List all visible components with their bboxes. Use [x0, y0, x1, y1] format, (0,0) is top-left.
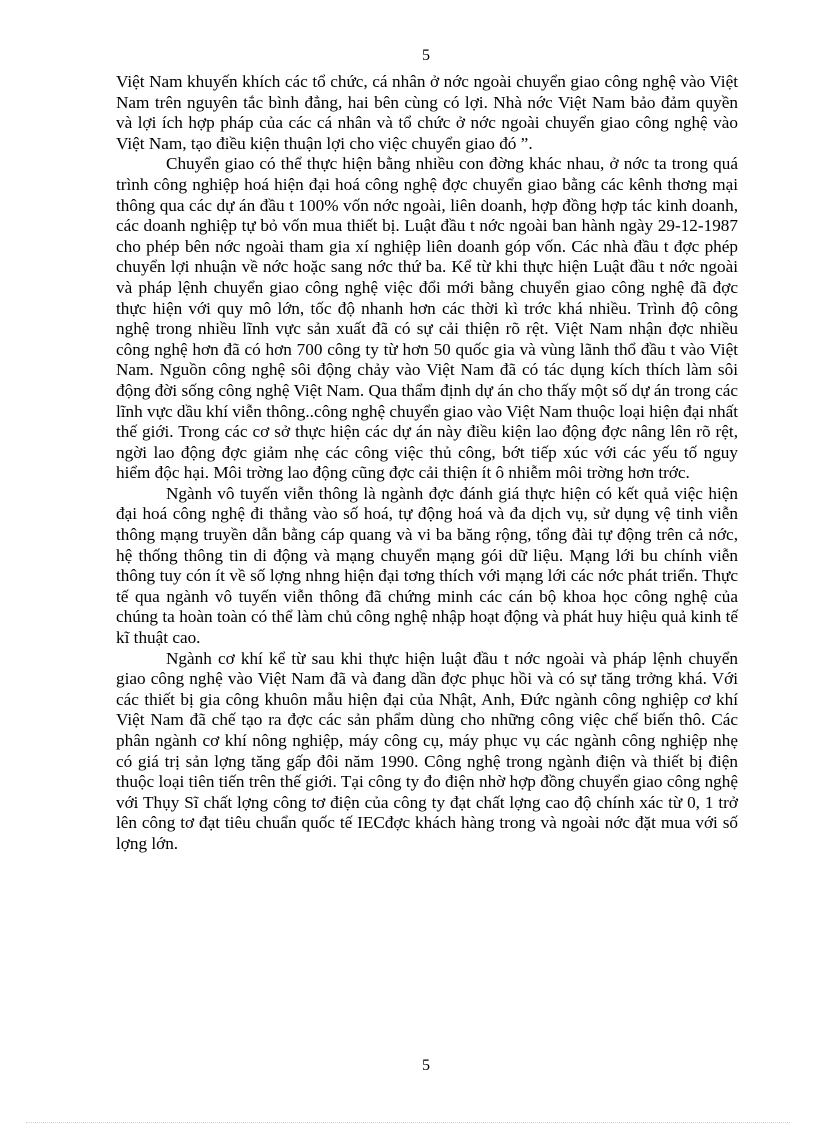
paragraph-mechanical-industry: Ngành cơ khí kể từ sau khi thực hiện luật đầu t nớc ngoài và pháp lệnh chuyển giao công nghệ vào Việt Nam đã và đang dần đợc phục hồi và có sự tăng trởng khá. Với các thiết bị gia công khuôn mẫu hiện đại của Nhật, Anh, Đức ngành công nghiệp cơ khí Việt Nam đã chế tạo ra đợc các sản phẩm dùng cho những công việc chế biến thô. Các phân ngành cơ khí nông nghiệp, máy công cụ, máy phục vụ các ngành công nghiệp nhẹ có giá trị sản lợng tăng gấp đôi năm 1990. Công nghệ trong ngành điện và thiết bị điện thuộc loại tiên tiến trên thế giới. Tại công ty đo điện nhờ hợp đồng chuyển giao công nghệ với Thụy Sĩ chất lợng công tơ điện của công ty đạt chất lợng cao độ chính xác từ 0, 1 trở lên công tơ đạt tiêu chuẩn quốc tế IECđợc khách hàng trong và ngoài nớc đặt mua với số lợng lớn.	[116, 648, 738, 853]
page-number-top: 5	[422, 47, 430, 64]
paragraph-continuation: Việt Nam khuyến khích các tổ chức, cá nhân ở nớc ngoài chuyển giao công nghệ vào Việt Nam trên nguyên tắc bình đẳng, hai bên cùng có lợi. Nhà nớc Việt Nam bảo đảm quyền và lợi ích hợp pháp của các cá nhân và tổ chức ở nớc ngoài chuyển giao công nghệ vào Việt Nam, tạo điều kiện thuận lợi cho việc chuyển giao đó ”.	[116, 72, 738, 153]
paragraph-technology-transfer-channels: Chuyển giao có thể thực hiện bằng nhiều con đờng khác nhau, ở nớc ta trong quá trình công nghiệp hoá hiện đại hoá công nghệ đợc chuyển giao bằng các kênh thơng mại thông qua các dự án đầu t 100% vốn nớc ngoài, liên doanh, hợp đồng hợp tác kinh doanh, các doanh nghiệp tự bỏ vốn mua thiết bị. Luật đầu t nớc ngoài ban hành ngày 29-12-1987 cho phép bên nớc ngoài tham gia xí nghiệp liên doanh góp vốn. Các nhà đầu t đợc phép chuyển lợi nhuận về nớc hoặc sang nớc thứ ba. Kể từ khi thực hiện Luật đầu t nớc ngoài và pháp lệnh chuyển giao công nghệ việc đổi mới bằng chuyển giao công nghệ đã đợc thực hiện với quy mô lớn, tốc độ nhanh hơn các thời kì trớc khá nhiều. Trình độ công nghệ trong nhiều lĩnh vực sản xuất đã có sự cải thiện rõ rệt. Việt Nam nhận đợc nhiều công nghệ hơn đã có hơn 700 công ty từ hơn 50 quốc gia và vùng lãnh thổ đầu t vào Việt Nam. Nguồn công nghệ sôi động chảy vào Việt Nam đã có tác dụng kích thích làm sôi động đời sống công nghệ Việt Nam. Qua thẩm định dự án cho thấy một số dự án trong các lĩnh vực dầu khí viễn thông..công nghệ chuyển giao vào Việt Nam thuộc loại hiện đại nhất thế giới. Trong các cơ sở thực hiện các dự án này điều kiện lao động đợc nâng lên rõ rệt, ngời lao động đợc giảm nhẹ các công việc thủ công, bớt tiếp xúc với các yếu tố nguy hiểm độc hại. Môi trờng lao động cũng đợc cải thiện ít ô nhiễm môi trờng hơn trớc.	[116, 154, 738, 483]
page-number-bottom: 5	[422, 1057, 430, 1074]
paragraph-telecommunications: Ngành vô tuyến viễn thông là ngành đợc đánh giá thực hiện có kết quả việc hiện đại hoá công nghệ đi thẳng vào số hoá, tự động hoá và đa dịch vụ, sử dụng vệ tinh viễn thông mạng truyền dẫn bằng cáp quang và vi ba băng rộng, tổng đài tự động trên cả nớc, hệ thống thông tin di động và mạng chuyển mạng gói dữ liệu. Mạng lới bu chính viễn thông tuy cón ít về số lợng nhng hiện đại tơng thích với mạng lới các nớc phát triển. Thực tế qua ngành vô tuyến viễn thông đã chứng minh các cán bộ khoa học công nghệ của chúng ta hoàn toàn có thể làm chủ công nghệ nhập hoạt động và phát huy hiệu quả kinh tế kĩ thuật cao.	[116, 483, 738, 648]
document-body	[116, 72, 738, 855]
